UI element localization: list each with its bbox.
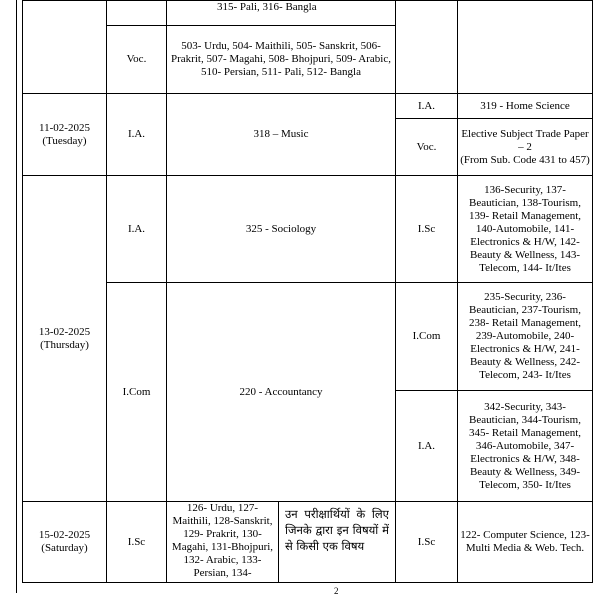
stream-cell: I.A. xyxy=(107,176,167,283)
right-subject-cell: 136-Security, 137-Beautician, 138-Tourism, 139- Retail Management, 140-Automobile, 141-Electronics & H/W, 142-Beauty & Wellness, 143-Telecom, 144- It/Ites xyxy=(458,176,593,283)
right-stream-cell: I.A. xyxy=(396,391,458,502)
exam-schedule-table xyxy=(22,0,593,583)
exam-date: 11-02-2025 xyxy=(39,121,90,134)
hindi-note: उन परीक्षार्थियों के लिए जिनके द्वारा इन विषयों में से किसी एक विषय xyxy=(285,507,390,553)
right-subject-cell: 342-Security, 343-Beautician, 344-Tourism, 345- Retail Management, 346-Automobile, 347-Electronics & H/W, 348-Beauty & Wellness, 349-Telecom, 350- It/Ites xyxy=(458,391,593,502)
trade-paper-label: Elective Subject Trade Paper – 2 xyxy=(461,127,589,153)
stream-cell: I.Sc xyxy=(107,502,167,583)
date-cell xyxy=(23,94,107,176)
note-cell xyxy=(279,502,396,583)
exam-day: (Saturday) xyxy=(41,542,88,554)
stream-cell xyxy=(107,1,167,26)
subject-cell: 325 - Sociology xyxy=(167,176,396,283)
exam-day: (Tuesday) xyxy=(42,134,87,147)
table-row xyxy=(23,502,593,583)
right-subject-cell: 235-Security, 236-Beautician, 237-Tourism, 238- Retail Management, 239-Automobile, 240-Electronics & H/W, 241-Beauty & Wellness, 242-Telecom, 243- It/Ites xyxy=(458,283,593,391)
left-margin-line xyxy=(16,0,17,593)
right-subject-cell xyxy=(458,119,593,176)
table-row xyxy=(23,94,593,119)
right-subject-cell: 122- Computer Science, 123- Multi Media & Web. Tech. xyxy=(458,502,593,583)
right-subject-cell: 319 - Home Science xyxy=(458,94,593,119)
table-row xyxy=(23,176,593,283)
subjects-cell: 315- Pali, 316- Bangla xyxy=(167,1,396,26)
subject-code-range: (From Sub. Code 431 to 457) xyxy=(460,153,590,166)
exam-date: 15-02-2025 xyxy=(38,529,91,541)
exam-day: (Thursday) xyxy=(40,338,89,351)
subjects-cell: 503- Urdu, 504- Maithili, 505- Sanskrit, 506- Prakrit, 507- Magahi, 508- Bhojpuri, 509- Arabic, 510- Persian, 511- Pali, 512- Bangla xyxy=(167,26,396,94)
stream-cell: I.A. xyxy=(107,94,167,176)
subject-cell: 318 – Music xyxy=(167,94,396,176)
right-stream-cell: I.A. xyxy=(396,94,458,119)
right-stream-cell: I.Com xyxy=(396,283,458,391)
subject-cell: 220 - Accountancy xyxy=(167,283,396,502)
table-row xyxy=(23,1,593,26)
right-subject-cell xyxy=(458,1,593,94)
stream-cell: I.Com xyxy=(107,283,167,502)
stream-cell: Voc. xyxy=(107,26,167,94)
date-cell xyxy=(23,502,107,583)
right-stream-cell: Voc. xyxy=(396,119,458,176)
exam-date: 13-02-2025 xyxy=(38,325,91,338)
right-stream-cell xyxy=(396,1,458,94)
page-number: 2 xyxy=(334,586,339,596)
table-row xyxy=(23,283,593,391)
date-cell xyxy=(23,1,107,94)
subjects-text: 126- Urdu, 127-Maithili, 128-Sanskrit, 129- Prakrit, 130- Magahi, 131-Bhojpuri, 132- Arabic, 133- Persian, 134- xyxy=(171,502,274,579)
date-cell xyxy=(23,176,107,502)
right-stream-cell: I.Sc xyxy=(396,502,458,583)
subjects-cell xyxy=(167,502,279,583)
right-stream-cell: I.Sc xyxy=(396,176,458,283)
